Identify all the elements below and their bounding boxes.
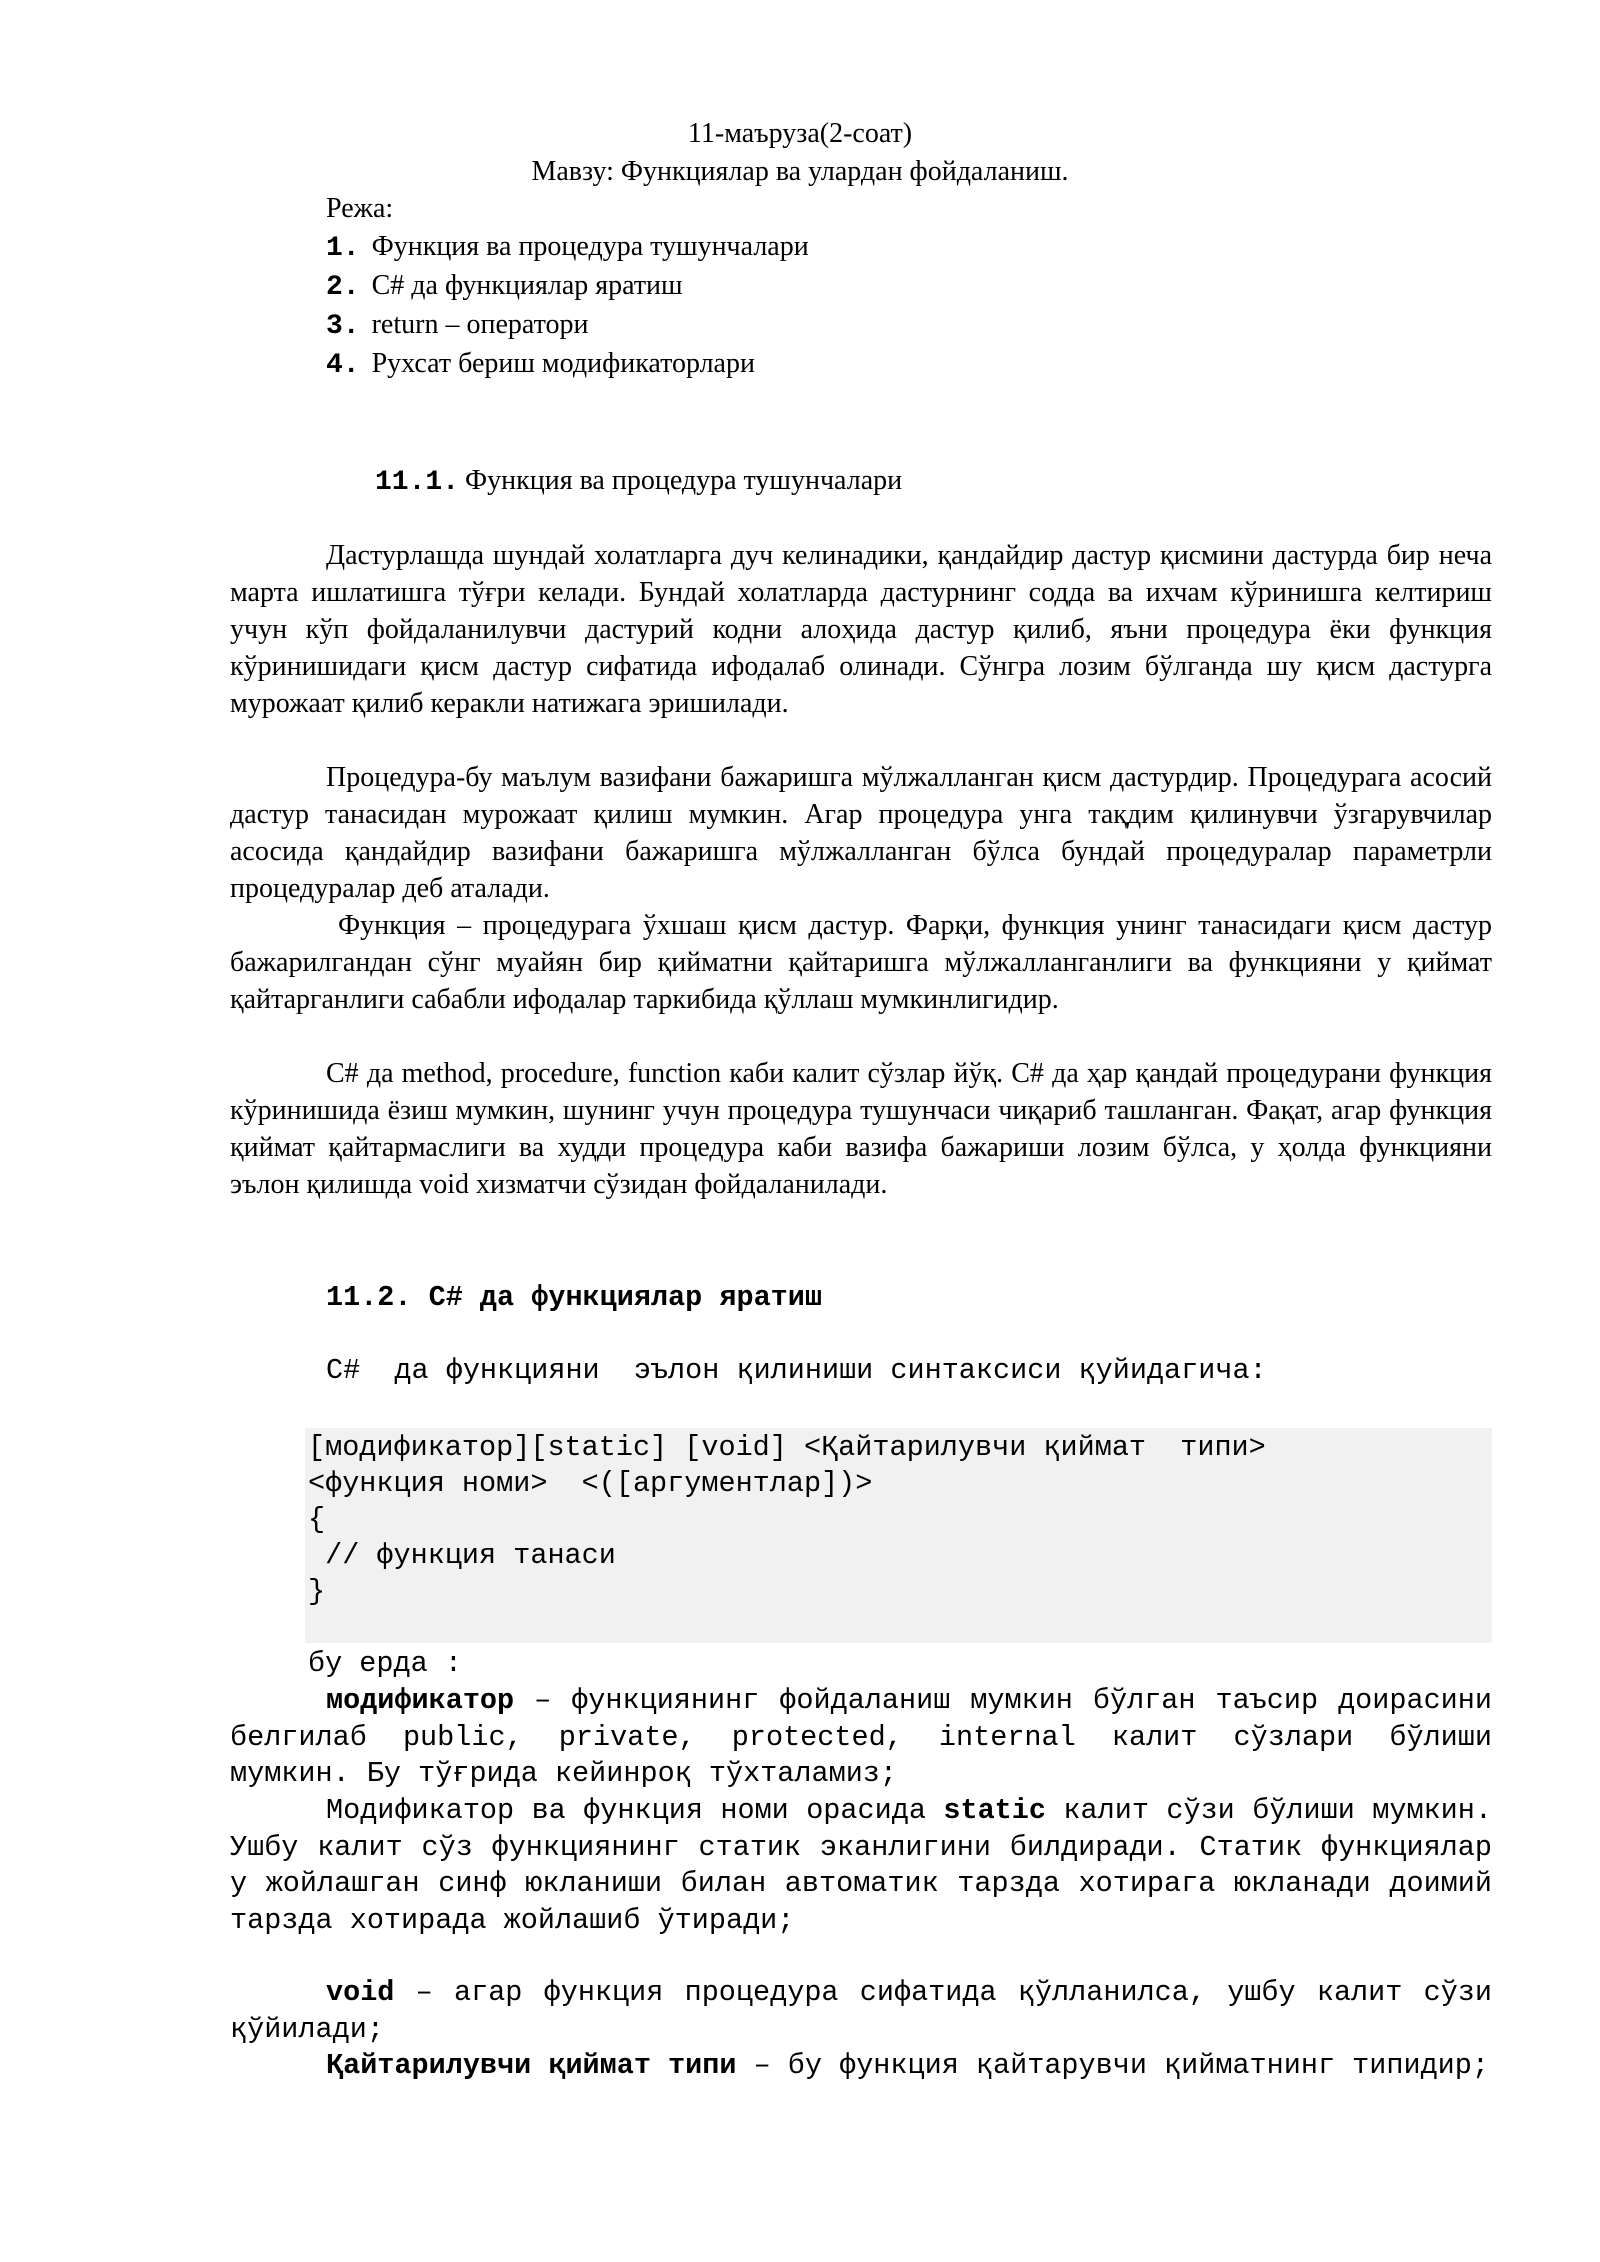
definition-term: модификатор xyxy=(326,1684,515,1717)
section-1-number: 11.1. xyxy=(375,467,460,498)
definition-prefix: Модификатор ва функция номи орасида xyxy=(326,1794,944,1827)
here-label: бу ерда : xyxy=(308,1647,462,1680)
code-line: { xyxy=(308,1503,326,1536)
plan-item-number: 4. xyxy=(326,350,360,381)
definition-text: – агар функция процедура сифатида қўлланилса, ушбу калит сўзи қўйилади; xyxy=(230,1976,1492,2046)
definition-text: калит сўзи бўлиши мумкин. Ушбу калит сўз функциянинг статик эканлигини билдиради. Статик функциялар у жойлашган синф юкланиши билан автоматик тарзда хотирага юкланади доимий тарзда хотирада жойлашиб ўтиради; xyxy=(230,1794,1492,1937)
definition-term: static xyxy=(943,1794,1046,1827)
plan-item-text: Функция ва процедура тушунчалари xyxy=(371,231,809,262)
plan-item-number: 2. xyxy=(326,272,360,303)
definition xyxy=(230,1683,1492,1793)
paragraph: Дастурлашда шундай холатларга дуч келинадики, қандайдир дастур қисмини дастурда бир неча марта ишлатишга тўғри келади. Бундай холатларда дастурнинг содда ва ихчам кўринишга келтириш учун кўп фойдаланилувчи дастурий кодни алоҳида дастур қилиб, яъни процедура ёки функция кўринишидаги қисм дастур сифатида ифодалаб олинади. Сўнгра лозим бўлганда шу қисм дастурга мурожаат қилиб керакли натижага эришилади. xyxy=(230,540,1492,719)
section-1-heading xyxy=(375,462,902,501)
lecture-number: 11-маъруза(2-соат) xyxy=(687,118,913,149)
code-line: [модификатор][static] [void] <Қайтарилувчи қиймат типи> xyxy=(308,1431,1266,1464)
lecture-topic: Мавзу: Функциялар ва улардан фойдаланиш. xyxy=(531,156,1069,187)
syntax-intro: C# да функцияни эълон қилиниши синтаксиси қуйидагича: xyxy=(326,1354,1267,1387)
code-line: } xyxy=(308,1575,326,1608)
plan-item xyxy=(326,345,755,384)
definition-text: – функциянинг фойдаланиш мумкин бўлган таъсир доирасини белгилаб public, private, protected, internal калит сўзлари бўлиши мумкин. Бу тўғрида кейинроқ тўхталамиз; xyxy=(230,1684,1492,1790)
section-1-title: Функция ва процедура тушунчалари xyxy=(465,465,903,496)
plan-item-text: return – оператори xyxy=(371,309,589,340)
plan-item xyxy=(326,306,588,345)
plan-item-text: C# да функциялар яратиш xyxy=(371,270,683,301)
section-2-heading: 11.2. C# да функциялар яратиш xyxy=(326,1281,822,1314)
plan-item-number: 3. xyxy=(326,311,360,342)
paragraph: Процедура-бу маълум вазифани бажаришга мўлжалланган қисм дастурдир. Процедурага асосий дастур танасидан мурожаат қилиш мумкин. Агар процедура унга тақдим қилинувчи ўзгарувчилар асосида қандайдир вазифани бажаришга мўлжалланган бўлса бундай процедуралар параметрли процедуралар деб аталади. xyxy=(230,762,1492,904)
definition xyxy=(230,2048,1492,2085)
paragraph: C# да method, procedure, function каби калит сўзлар йўқ. C# да ҳар қандай процедурани функция кўринишида ёзиш мумкин, шунинг учун процедура тушунчаси чиқариб ташланган. Фақат, агар функция қиймат қайтармаслиги ва худди процедура каби вазифа бажариши лозим бўлса, у ҳолда функцияни эълон қилишда void хизматчи сўзидан фойдаланилади. xyxy=(230,1058,1492,1200)
definition-term: Қайтарилувчи қиймат типи xyxy=(326,2049,737,2082)
plan-title: Режа: xyxy=(326,193,394,224)
definition xyxy=(230,1793,1492,1939)
plan-item-text: Рухсат бериш модификаторлари xyxy=(371,348,755,379)
definition-term: void xyxy=(326,1976,395,2009)
definition-text: – бу функция қайтарувчи қийматнинг типидир; xyxy=(736,2049,1489,2082)
plan-item xyxy=(326,267,683,306)
code-line: <функция номи> <([аргументлар])> xyxy=(308,1467,873,1500)
code-line: // функция танаси xyxy=(308,1539,616,1572)
paragraph: Функция – процедурага ўхшаш қисм дастур. Фарқи, функция унинг танасидаги қисм дастур бажарилгандан сўнг муайян бир қийматни қайтаришга мўлжалланганлиги ва функцияни у қиймат қайтарганлиги сабабли ифодалар таркибида қўллаш мумкинлигидир. xyxy=(230,910,1492,1015)
definition xyxy=(230,1975,1492,2048)
plan-item xyxy=(326,228,809,267)
plan-item-number: 1. xyxy=(326,233,360,264)
